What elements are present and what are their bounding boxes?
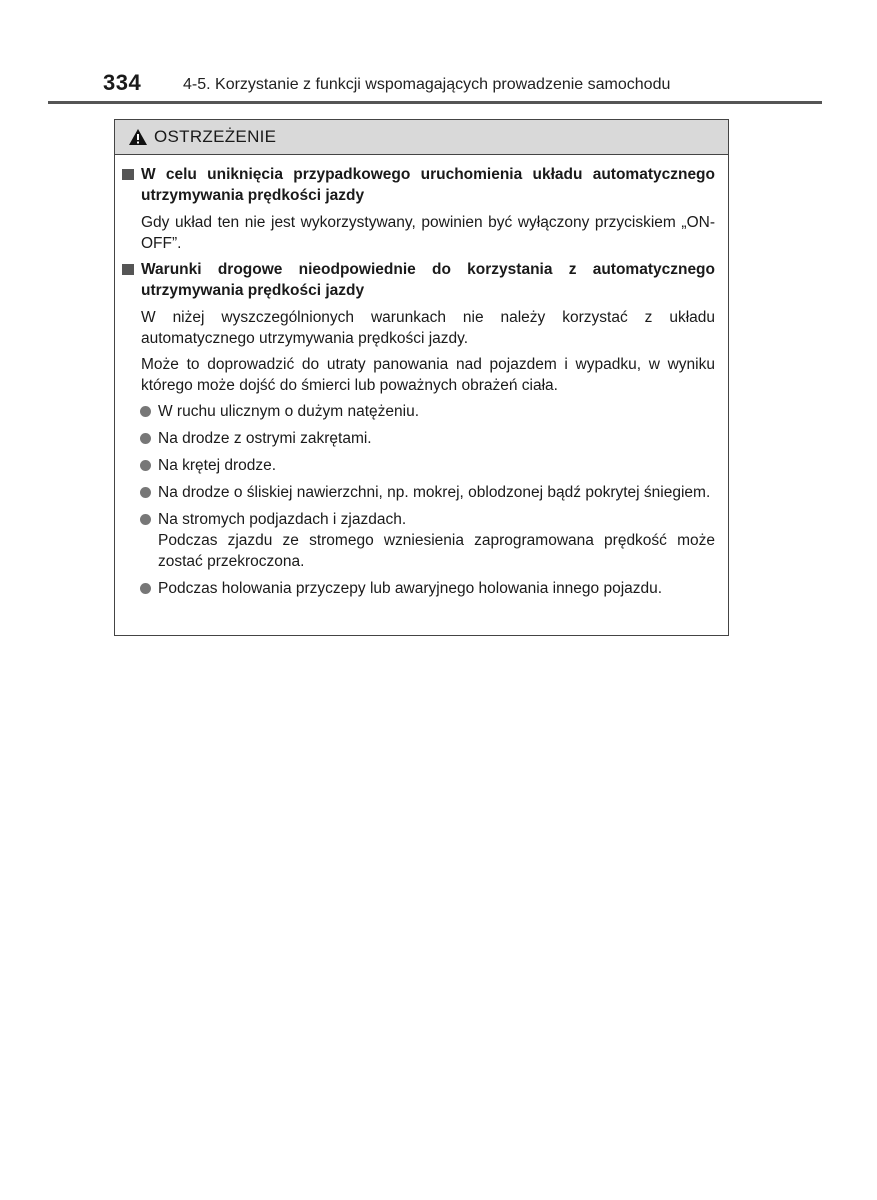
list-item [140,509,715,572]
circle-bullet-icon [140,460,151,471]
circle-bullet-icon [140,487,151,498]
list-item-text: Na drodze o śliskiej nawierzchni, np. mokrej, oblodzonej bądź pokrytej śniegiem. [158,484,711,501]
warning-box [114,119,729,636]
section-heading-text: Warunki drogowe nieodpowiednie do korzystania z automatycznego utrzymywania prędkości jazdy [141,261,715,299]
list-item [140,482,715,503]
list-item [140,455,715,476]
list-item [140,578,715,599]
list-item-text: Podczas holowania przyczepy lub awaryjnego holowania innego pojazdu. [158,580,663,597]
warning-title: OSTRZEŻENIE [154,127,277,146]
page-number: 334 [103,70,142,95]
square-bullet-icon [122,169,134,180]
list-item-text: Na drodze z ostrymi zakrętami. [158,430,372,447]
paragraph: Gdy układ ten nie jest wykorzystywany, powinien być wyłączony przyciskiem „ON-OFF”. [141,214,715,252]
list-item-note: Podczas zjazdu ze stromego wzniesienia zaprogramowana prędkość może zostać przekroczona. [158,532,715,570]
section-heading-text: W celu uniknięcia przypadkowego uruchomienia układu automatycznego utrzymywania prędkości jazdy [141,166,715,204]
warning-content [115,155,728,599]
list-item [140,401,715,422]
list-item-text: Na krętej drodze. [158,457,277,474]
list-item-text: Na stromych podjazdach i zjazdach. [158,511,407,528]
circle-bullet-icon [140,433,151,444]
list-item-body [158,509,715,572]
warning-header [115,120,728,155]
paragraph: W niżej wyszczególnionych warunkach nie należy korzystać z układu automatycznego utrzymywania prędkości jazdy. [141,309,715,347]
section-title: 4-5. Korzystanie z funkcji wspomagających prowadzenie samochodu [183,76,671,93]
circle-bullet-icon [140,514,151,525]
square-bullet-icon [122,264,134,275]
header-rule [48,101,822,104]
list-item [140,428,715,449]
warning-triangle-icon [128,128,148,146]
circle-bullet-icon [140,583,151,594]
list-item-text: W ruchu ulicznym o dużym natężeniu. [158,403,420,420]
paragraph: Może to doprowadzić do utraty panowania nad pojazdem i wypadku, w wyniku którego może dojść do śmierci lub poważnych obrażeń ciała. [141,356,715,394]
section-heading [119,259,715,301]
circle-bullet-icon [140,406,151,417]
section-heading [119,164,715,206]
